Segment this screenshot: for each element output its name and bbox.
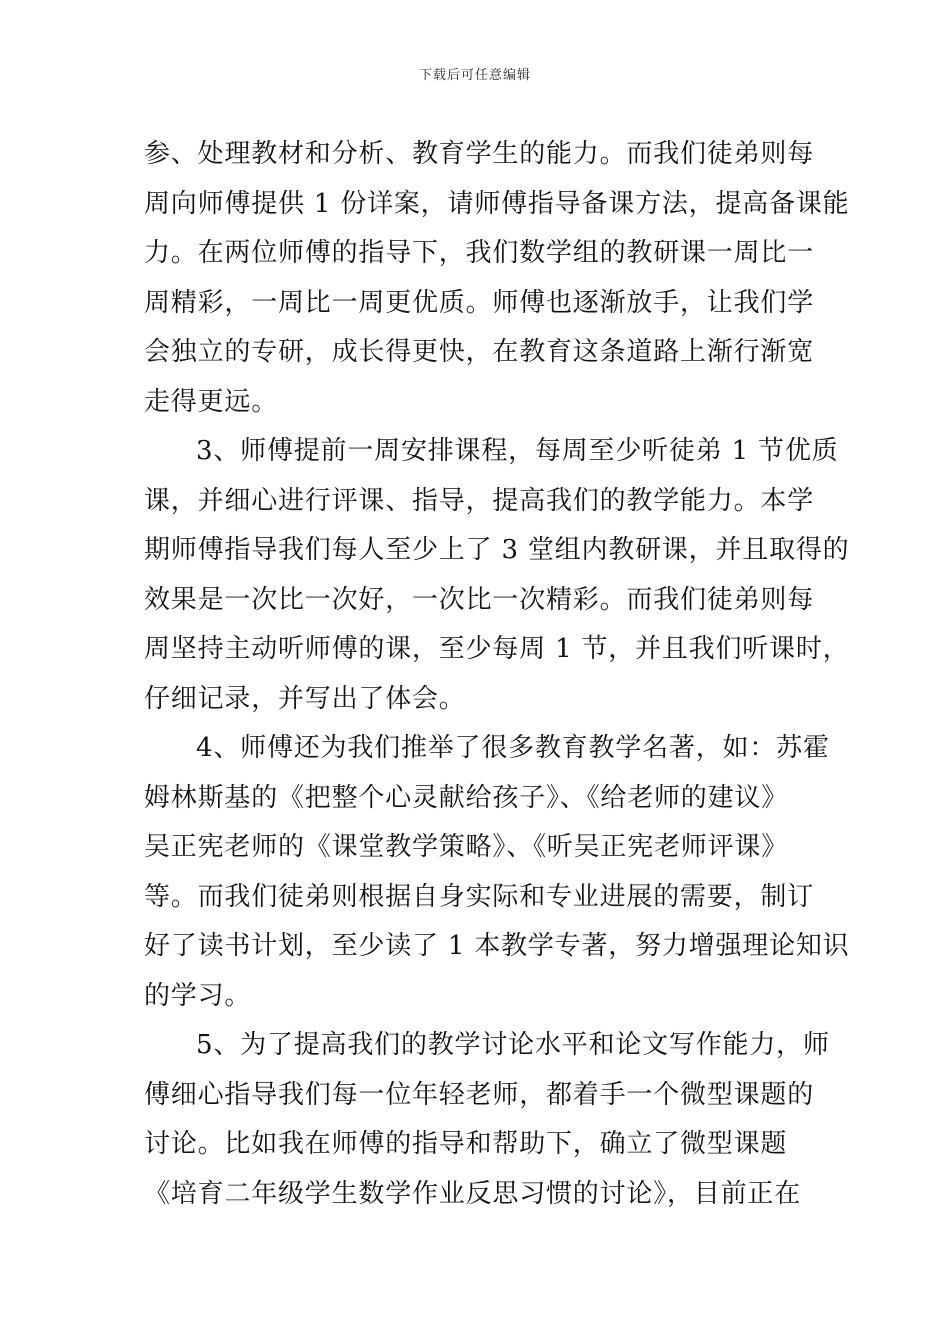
page-header: 下载后可任意编辑 xyxy=(418,68,531,83)
text-line: 走得更远。 xyxy=(144,386,279,417)
text-line: 讨论。比如我在师傅的指导和帮助下，确立了微型课题 xyxy=(144,1129,788,1159)
text-line: 周坚持主动听师傅的课，至少每周 1 节，并且我们听课时， xyxy=(144,634,850,664)
text-line: 周向师傅提供 1 份详案，请师傅指导备课方法，提高备课能 xyxy=(144,188,850,219)
paragraph-start-4: 4、师傅还为我们推举了很多教育教学名著，如：苏霍 xyxy=(196,733,830,763)
text-line: 周精彩，一周比一周更优质。师傅也逐渐放手，让我们学 xyxy=(144,287,815,318)
text-line: 期师傅指导我们每人至少上了 3 堂组内教研课，并且取得的 xyxy=(144,535,850,565)
paragraph-start-5: 5、为了提高我们的教学讨论水平和论文写作能力，师 xyxy=(196,1030,830,1060)
text-line: 参、处理教材和分析、教育学生的能力。而我们徒弟则每 xyxy=(144,139,815,169)
text-line: 的学习。 xyxy=(144,980,252,1011)
text-line: 好了读书计划，至少读了 1 本教学专著，努力增强理论知识 xyxy=(144,931,850,961)
document-body xyxy=(144,130,850,1219)
text-line: 力。在两位师傅的指导下，我们数学组的教研课一周比一 xyxy=(144,238,815,268)
text-line: 傅细心指导我们每一位年轻老师，都着手一个微型课题的 xyxy=(144,1079,815,1110)
paragraph-start-3: 3、师傅提前一周安排课程，每周至少听徒弟 1 节优质 xyxy=(196,436,839,466)
text-line: 课，并细心进行评课、指导，提高我们的教学能力。本学 xyxy=(144,485,815,516)
text-line: 仔细记录，并写出了体会。 xyxy=(144,683,466,714)
text-line: 等。而我们徒弟则根据自身实际和专业进展的需要，制订 xyxy=(144,881,815,912)
text-line: 吴正宪老师的《课堂教学策略》、《听吴正宪老师评课》 xyxy=(144,832,789,862)
text-line: 《培育二年级学生数学作业反思习惯的讨论》，目前正在 xyxy=(144,1178,802,1209)
text-line: 效果是一次比一次好，一次比一次精彩。而我们徒弟则每 xyxy=(144,584,815,615)
text-line: 会独立的专研，成长得更快，在教育这条道路上渐行渐宽 xyxy=(144,337,815,367)
text-line: 姆林斯基的《把整个心灵献给孩子》、《给老师的建议》 xyxy=(144,782,789,813)
